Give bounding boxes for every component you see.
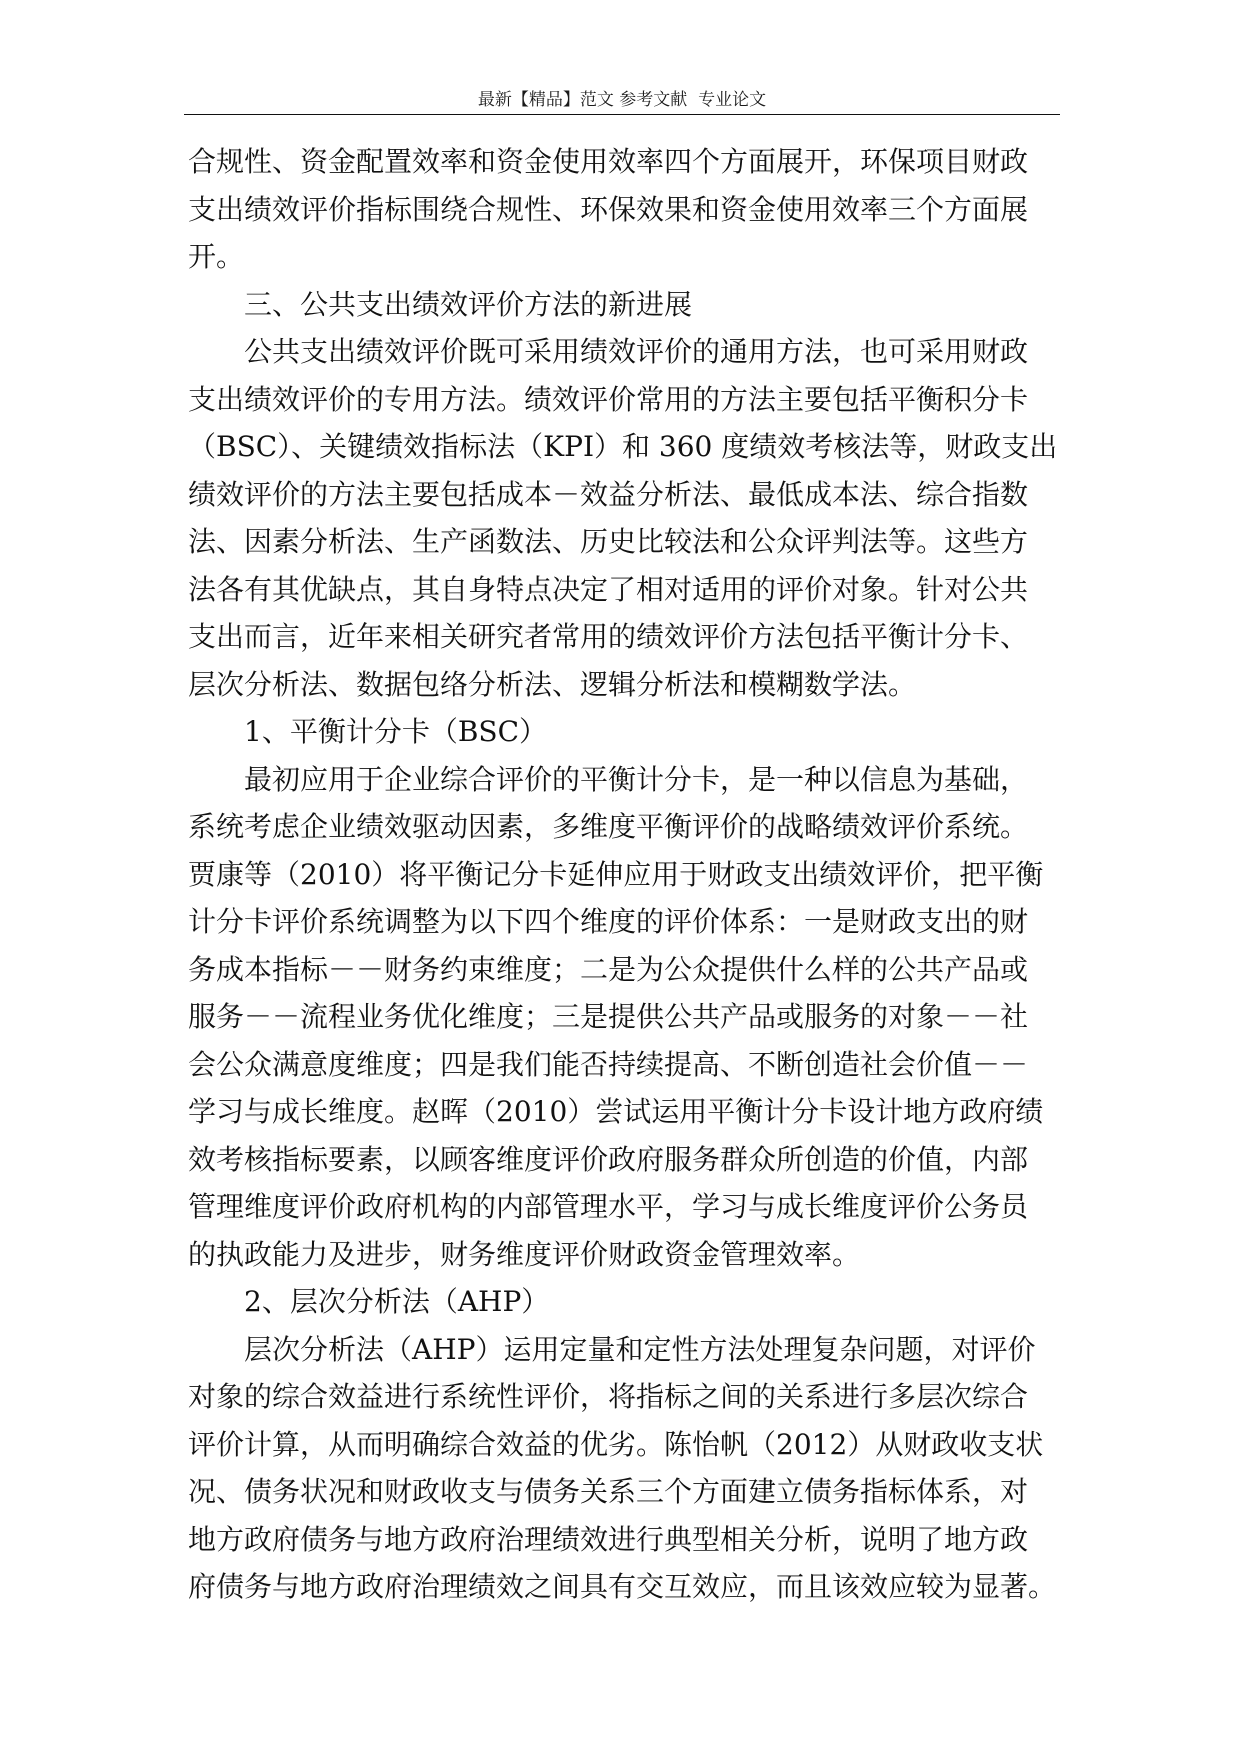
text-line: 贾康等（2010）将平衡记分卡延伸应用于财政支出绩效评价，把平衡: [188, 857, 1044, 891]
text-line: 府债务与地方政府治理绩效之间具有交互效应，而且该效应较为显著。: [188, 1570, 1057, 1603]
text-line: 支出而言，近年来相关研究者常用的绩效评价方法包括平衡计分卡、: [188, 620, 1029, 653]
text-line: 2、层次分析法（AHP）: [244, 1285, 550, 1318]
text-line: 的执政能力及进步，财务维度评价财政资金管理效率。: [188, 1237, 861, 1271]
text-line: 公共支出绩效评价既可采用绩效评价的通用方法，也可采用财政: [244, 335, 1029, 368]
text-line: 层次分析法、数据包络分析法、逻辑分析法和模糊数学法。: [188, 667, 917, 701]
body-text: [188, 138, 1068, 1611]
text-line: 学习与成长维度。赵晖（2010）尝试运用平衡计分卡设计地方政府绩: [188, 1095, 1044, 1128]
text-line: 会公众满意度维度；四是我们能否持续提高、不断创造社会价值－－: [188, 1047, 1029, 1081]
header-divider: [184, 114, 1060, 115]
text-line: 务成本指标－－财务约束维度；二是为公众提供什么样的公共产品或: [188, 952, 1029, 986]
text-line: 最初应用于企业综合评价的平衡计分卡，是一种以信息为基础，: [244, 762, 1029, 796]
text-line: 服务－－流程业务优化维度；三是提供公共产品或服务的对象－－社: [188, 1000, 1029, 1033]
text-line: 系统考虑企业绩效驱动因素，多维度平衡评价的战略绩效评价系统。: [188, 810, 1029, 843]
text-line: 对象的综合效益进行系统性评价，将指标之间的关系进行多层次综合: [188, 1380, 1029, 1413]
text-line: 计分卡评价系统调整为以下四个维度的评价体系：一是财政支出的财: [188, 905, 1029, 938]
text-line: 层次分析法（AHP）运用定量和定性方法处理复杂问题，对评价: [244, 1332, 1036, 1366]
text-line: 法各有其优缺点，其自身特点决定了相对适用的评价对象。针对公共: [188, 572, 1029, 606]
text-line: 支出绩效评价的专用方法。绩效评价常用的方法主要包括平衡积分卡: [188, 382, 1029, 416]
text-line: 况、债务状况和财政收支与债务关系三个方面建立债务指标体系，对: [188, 1475, 1029, 1508]
page-header: 最新【精品】范文 参考文献 专业论文: [477, 90, 767, 110]
text-line: （BSC）、关键绩效指标法（KPI）和 360 度绩效考核法等，财政支出: [188, 430, 1058, 463]
text-line: 支出绩效评价指标围绕合规性、环保效果和资金使用效率三个方面展: [188, 192, 1029, 226]
text-line: 开。: [188, 240, 245, 273]
text-line: 三、公共支出绩效评价方法的新进展: [244, 287, 693, 321]
text-line: 法、因素分析法、生产函数法、历史比较法和公众评判法等。这些方: [188, 525, 1029, 558]
text-line: 合规性、资金配置效率和资金使用效率四个方面展开，环保项目财政: [188, 145, 1029, 178]
text-line: 管理维度评价政府机构的内部管理水平，学习与成长维度评价公务员: [188, 1190, 1029, 1223]
text-line: 评价计算，从而明确综合效益的优劣。陈怡帆（2012）从财政收支状: [188, 1427, 1044, 1461]
text-line: 1、平衡计分卡（BSC）: [244, 715, 547, 748]
text-line: 绩效评价的方法主要包括成本－效益分析法、最低成本法、综合指数: [188, 477, 1029, 511]
text-line: 地方政府债务与地方政府治理绩效进行典型相关分析，说明了地方政: [188, 1522, 1029, 1556]
text-line: 效考核指标要素，以顾客维度评价政府服务群众所创造的价值，内部: [188, 1142, 1029, 1176]
